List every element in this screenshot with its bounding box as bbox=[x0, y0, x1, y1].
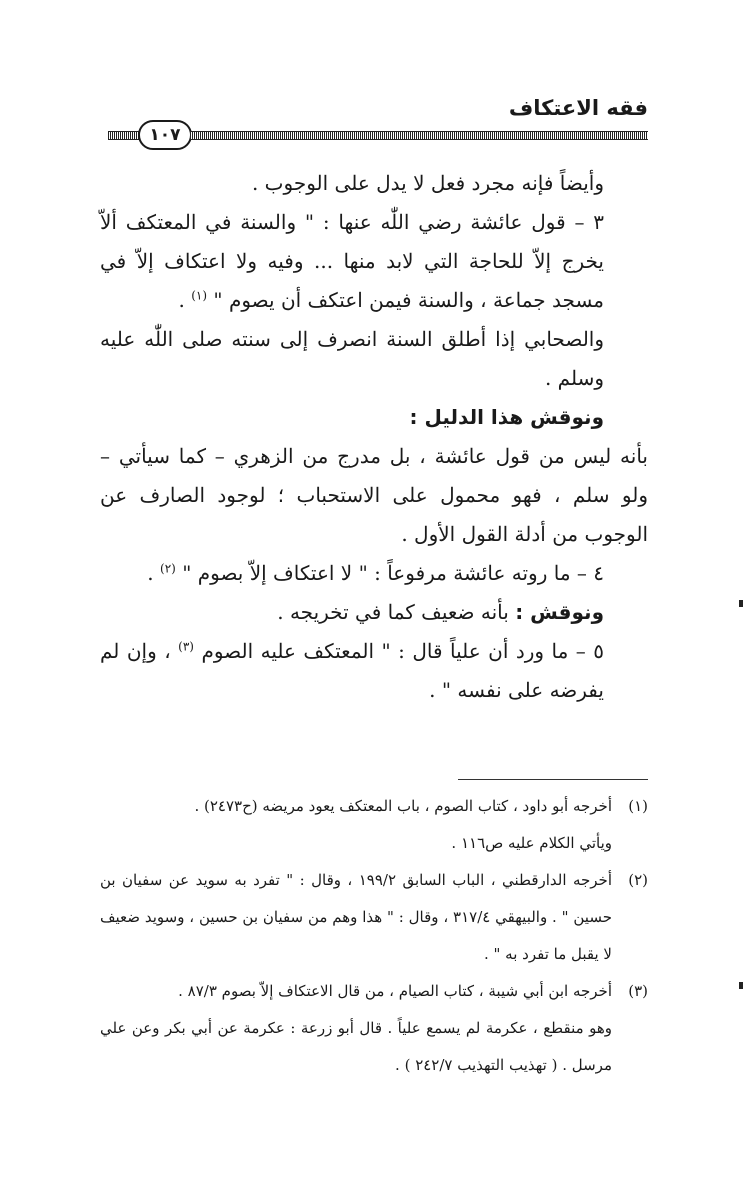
footnote-ref: (١) bbox=[191, 288, 208, 303]
page-number: ١٠٧ bbox=[138, 120, 192, 150]
header-rule-left bbox=[108, 131, 140, 140]
footnote-text: أخرجه الدارقطني ، الباب السابق ١٩٩/٢ ، وقال : " تفرد به سويد عن سفيان بن حسين " . والبيهقي ٣١٧/٤ ، وقال : " هذا وهم من سفيان بن حسين ، وسويد ضعيف لا يقبل ما تفرد به " . bbox=[100, 871, 613, 963]
footnote bbox=[100, 788, 648, 862]
footnote-number: (١) bbox=[628, 797, 648, 815]
running-header-title: فقه الاعتكاف bbox=[508, 96, 648, 120]
footnote-number: (٢) bbox=[628, 871, 648, 889]
footnote bbox=[100, 973, 648, 1084]
paragraph: والصحابي إذا أطلق السنة انصرف إلى سنته صلى اللّٰه عليه وسلم . bbox=[100, 327, 604, 390]
body-text bbox=[100, 164, 648, 710]
footnote-line: ويأتي الكلام عليه ص١١٦ . bbox=[451, 834, 612, 852]
scan-edge-mark bbox=[739, 982, 743, 989]
section-heading: ونوقش هذا الدليل : bbox=[409, 405, 604, 429]
footnote-number: (٣) bbox=[628, 982, 648, 1000]
footnote bbox=[100, 862, 648, 973]
footnote-line: أخرجه أبو داود ، كتاب الصوم ، باب المعتكف يعود مريضه (ح٢٤٧٣) . bbox=[194, 797, 612, 815]
footnote-line: أخرجه ابن أبي شيبة ، كتاب الصيام ، من قال الاعتكاف إلاّ بصوم ٨٧/٣ . bbox=[178, 982, 612, 1000]
paragraph: ٣ – قول عائشة رضي اللّٰه عنها : " والسنة في المعتكف ألاّ يخرج إلاّ للحاجة التي لابد منها ... وفيه ولا اعتكاف إلاّ في مسجد جماعة ، والسنة فيمن اعتكف أن يصوم " $^{(١)}$ . bbox=[100, 210, 604, 312]
paragraph: وأيضاً فإنه مجرد فعل لا يدل على الوجوب . bbox=[251, 171, 604, 195]
scan-edge-mark bbox=[739, 600, 743, 607]
paragraph: بأنه ليس من قول عائشة ، بل مدرج من الزهري – كما سيأتي – ولو سلم ، فهو محمول على الاستحباب ؛ لوجود الصارف عن الوجوب من أدلة القول الأول . bbox=[100, 444, 648, 546]
footnotes bbox=[100, 788, 648, 1084]
header-rule-right bbox=[190, 131, 648, 140]
paragraph: ٤ – ما روته عائشة مرفوعاً : " لا اعتكاف إلاّ بصوم " $^{(٢)}$ . bbox=[147, 561, 604, 585]
paragraph: ٥ – ما ورد أن علياً قال : " المعتكف عليه الصوم $^{(٣)}$ ، وإن لم يفرضه على نفسه " . bbox=[100, 639, 605, 702]
paragraph: ونوقش : بأنه ضعيف كما في تخريجه . bbox=[277, 600, 604, 624]
footnote-ref: (٢) bbox=[160, 561, 176, 576]
footnote-ref: (٣) bbox=[178, 639, 194, 654]
footnote-divider bbox=[458, 779, 648, 780]
bold-label: ونوقش : bbox=[515, 600, 604, 624]
footnote-line: وهو منقطع ، عكرمة لم يسمع علياً . قال أبو زرعة : عكرمة عن أبي بكر وعن علي مرسل . ( تهذيب التهذيب ٢٤٢/٧ ) . bbox=[100, 1019, 612, 1074]
